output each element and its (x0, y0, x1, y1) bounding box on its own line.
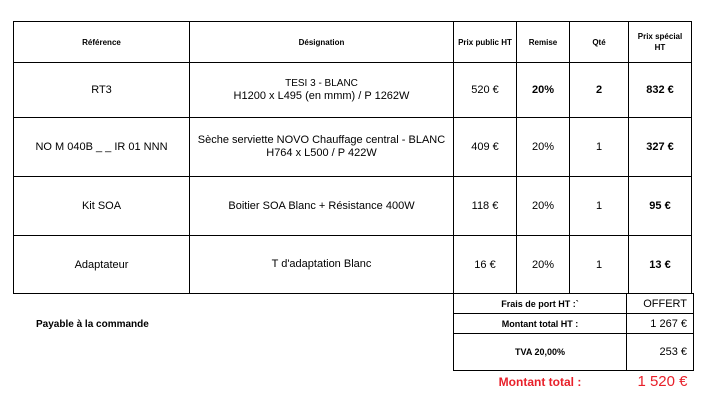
row-reference: Kit SOA (14, 177, 190, 236)
row-remise: 20% (517, 177, 570, 236)
header-qte: Qté (570, 22, 629, 63)
row-prix-public: 409 € (454, 118, 517, 177)
row-prix-public: 118 € (454, 177, 517, 236)
row-prix-public: 520 € (454, 63, 517, 118)
header-prix-special-line2: HT (654, 43, 666, 52)
table-row (14, 236, 692, 294)
header-prix-special (629, 22, 692, 63)
row-prix-special: 327 € (629, 118, 692, 177)
row-remise: 20% (517, 236, 570, 294)
header-row (14, 22, 692, 63)
header-designation: Désignation (190, 22, 454, 63)
row-prix-special: 95 € (629, 177, 692, 236)
total-value: 1 520 € (637, 373, 688, 391)
frais-value: OFFERT (627, 294, 694, 314)
header-prix-public: Prix public HT (454, 22, 517, 63)
row-designation (190, 118, 454, 177)
header-reference: Référence (14, 22, 190, 63)
row-prix-special: 13 € (629, 236, 692, 294)
table-row (14, 118, 692, 177)
table-row (14, 177, 692, 236)
quote-table (13, 21, 692, 294)
row-qte: 1 (570, 118, 629, 177)
summary-row-montant-ht (454, 314, 694, 334)
row-designation: Boitier SOA Blanc + Résistance 400W (190, 177, 454, 236)
montant-ht-value: 1 267 € (627, 314, 694, 334)
header-prix-special-line1: Prix spécial (637, 32, 683, 41)
row-qte: 2 (570, 63, 629, 118)
row-qte: 1 (570, 236, 629, 294)
row-reference: RT3 (14, 63, 190, 118)
table-row (14, 63, 692, 118)
summary-table (453, 293, 694, 393)
row-reference: NO M 040B _ _ IR 01 NNN (14, 118, 190, 177)
tva-label: TVA 20,00% (454, 334, 627, 371)
header-remise: Remise (517, 22, 570, 63)
row-designation: T d'adaptation Blanc (190, 236, 454, 294)
row-qte: 1 (570, 177, 629, 236)
row-reference: Adaptateur (14, 236, 190, 294)
row-designation-line1: Sèche serviette NOVO Chauffage central - BLANC (197, 134, 446, 146)
total-label: Montant total : (498, 374, 582, 389)
montant-ht-label: Montant total HT : (454, 314, 627, 334)
summary-row-tva (454, 334, 694, 371)
summary-row-total (454, 371, 694, 393)
tva-value: 253 € (627, 334, 694, 371)
payment-terms: Payable à la commande (36, 319, 149, 330)
frais-label: Frais de port HT :` (454, 294, 627, 314)
row-remise: 20% (517, 63, 570, 118)
row-designation (190, 63, 454, 118)
row-designation-line1: TESI 3 - BLANC (285, 78, 358, 89)
row-remise: 20% (517, 118, 570, 177)
row-designation-line2: H764 x L500 / P 422W (266, 147, 377, 159)
summary-row-frais (454, 294, 694, 314)
row-prix-public: 16 € (454, 236, 517, 294)
row-designation-line2: H1200 x L495 (en mmm) / P 1262W (233, 90, 410, 102)
row-prix-special: 832 € (629, 63, 692, 118)
